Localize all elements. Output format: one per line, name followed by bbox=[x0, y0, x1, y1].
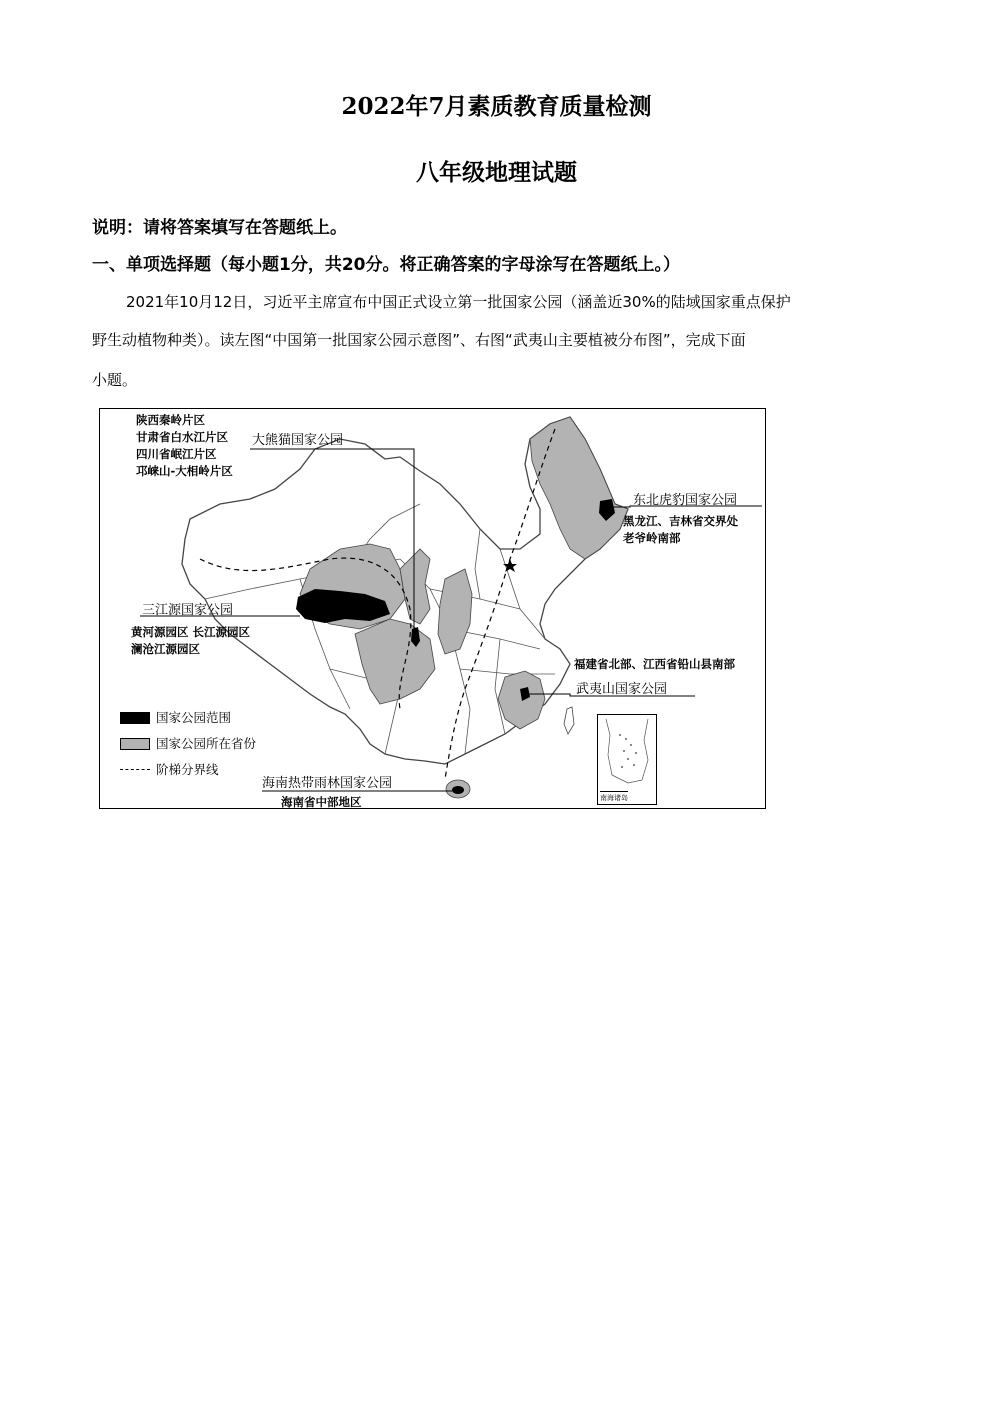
question-paragraph-line-3: 小题。 bbox=[92, 371, 138, 389]
sanjiangyuan-sub-1: 黄河源园区 长江源园区 bbox=[131, 625, 251, 639]
panda-park-name: 大熊猫国家公园 bbox=[252, 433, 344, 448]
question-paragraph-line-1: 2021年10月12日，习近平主席宣布中国正式设立第一批国家公园（涵盖近30%的陆域国家重点保护 bbox=[126, 293, 791, 311]
taiwan bbox=[564, 707, 574, 734]
panda-sub-1: 陕西秦岭片区 bbox=[136, 413, 205, 427]
tiger-park-name: 东北虎豹国家公园 bbox=[633, 493, 738, 508]
legend-step-line-label: 阶梯分界线 bbox=[156, 762, 219, 777]
panda-sub-2: 甘肃省白水江片区 bbox=[136, 430, 228, 444]
legend-dash-symbol bbox=[120, 769, 150, 770]
sanjiangyuan-park-name: 三江源国家公园 bbox=[142, 603, 234, 618]
inset-drawing bbox=[598, 715, 656, 791]
hainan-sub: 海南省中部地区 bbox=[281, 795, 362, 809]
tiger-sub-2: 老爷岭南部 bbox=[623, 531, 681, 545]
legend-gray-swatch bbox=[120, 738, 150, 750]
panda-sub-4: 邛崃山-大相岭片区 bbox=[136, 464, 233, 478]
wuyi-park-name: 武夷山国家公园 bbox=[576, 682, 668, 697]
sanjiangyuan-sub-2: 澜沧江源园区 bbox=[131, 642, 200, 656]
question-paragraph-line-2: 野生动植物种类）。读左图“中国第一批国家公园示意图”、右图“武夷山主要植被分布图”，完成下面 bbox=[92, 331, 746, 349]
legend-step-line bbox=[120, 760, 219, 778]
page-title: 2022年7月素质教育质量检测 bbox=[341, 93, 652, 120]
legend-province-label: 国家公园所在省份 bbox=[156, 736, 257, 751]
instruction-note: 说明：请将答案填写在答题纸上。 bbox=[92, 218, 347, 238]
legend-park-area bbox=[120, 708, 231, 726]
tiger-sub-1: 黑龙江、吉林省交界处 bbox=[623, 514, 738, 528]
section-heading: 一、单项选择题（每小题1分，共20分。将正确答案的字母涂写在答题纸上。） bbox=[92, 255, 680, 275]
panda-sub-3: 四川省岷江片区 bbox=[136, 447, 217, 461]
legend-province bbox=[120, 734, 256, 752]
legend-black-swatch bbox=[120, 712, 150, 724]
south-china-sea-inset bbox=[597, 714, 657, 805]
hainan-park-name: 海南热带雨林国家公园 bbox=[262, 776, 393, 791]
national-parks-map bbox=[99, 408, 766, 809]
wuyi-sub: 福建省北部、江西省铅山县南部 bbox=[574, 657, 735, 671]
inset-label: 南海诸岛 bbox=[600, 791, 628, 803]
legend-park-area-label: 国家公园范围 bbox=[156, 710, 232, 725]
page-subtitle: 八年级地理试题 bbox=[416, 159, 577, 186]
